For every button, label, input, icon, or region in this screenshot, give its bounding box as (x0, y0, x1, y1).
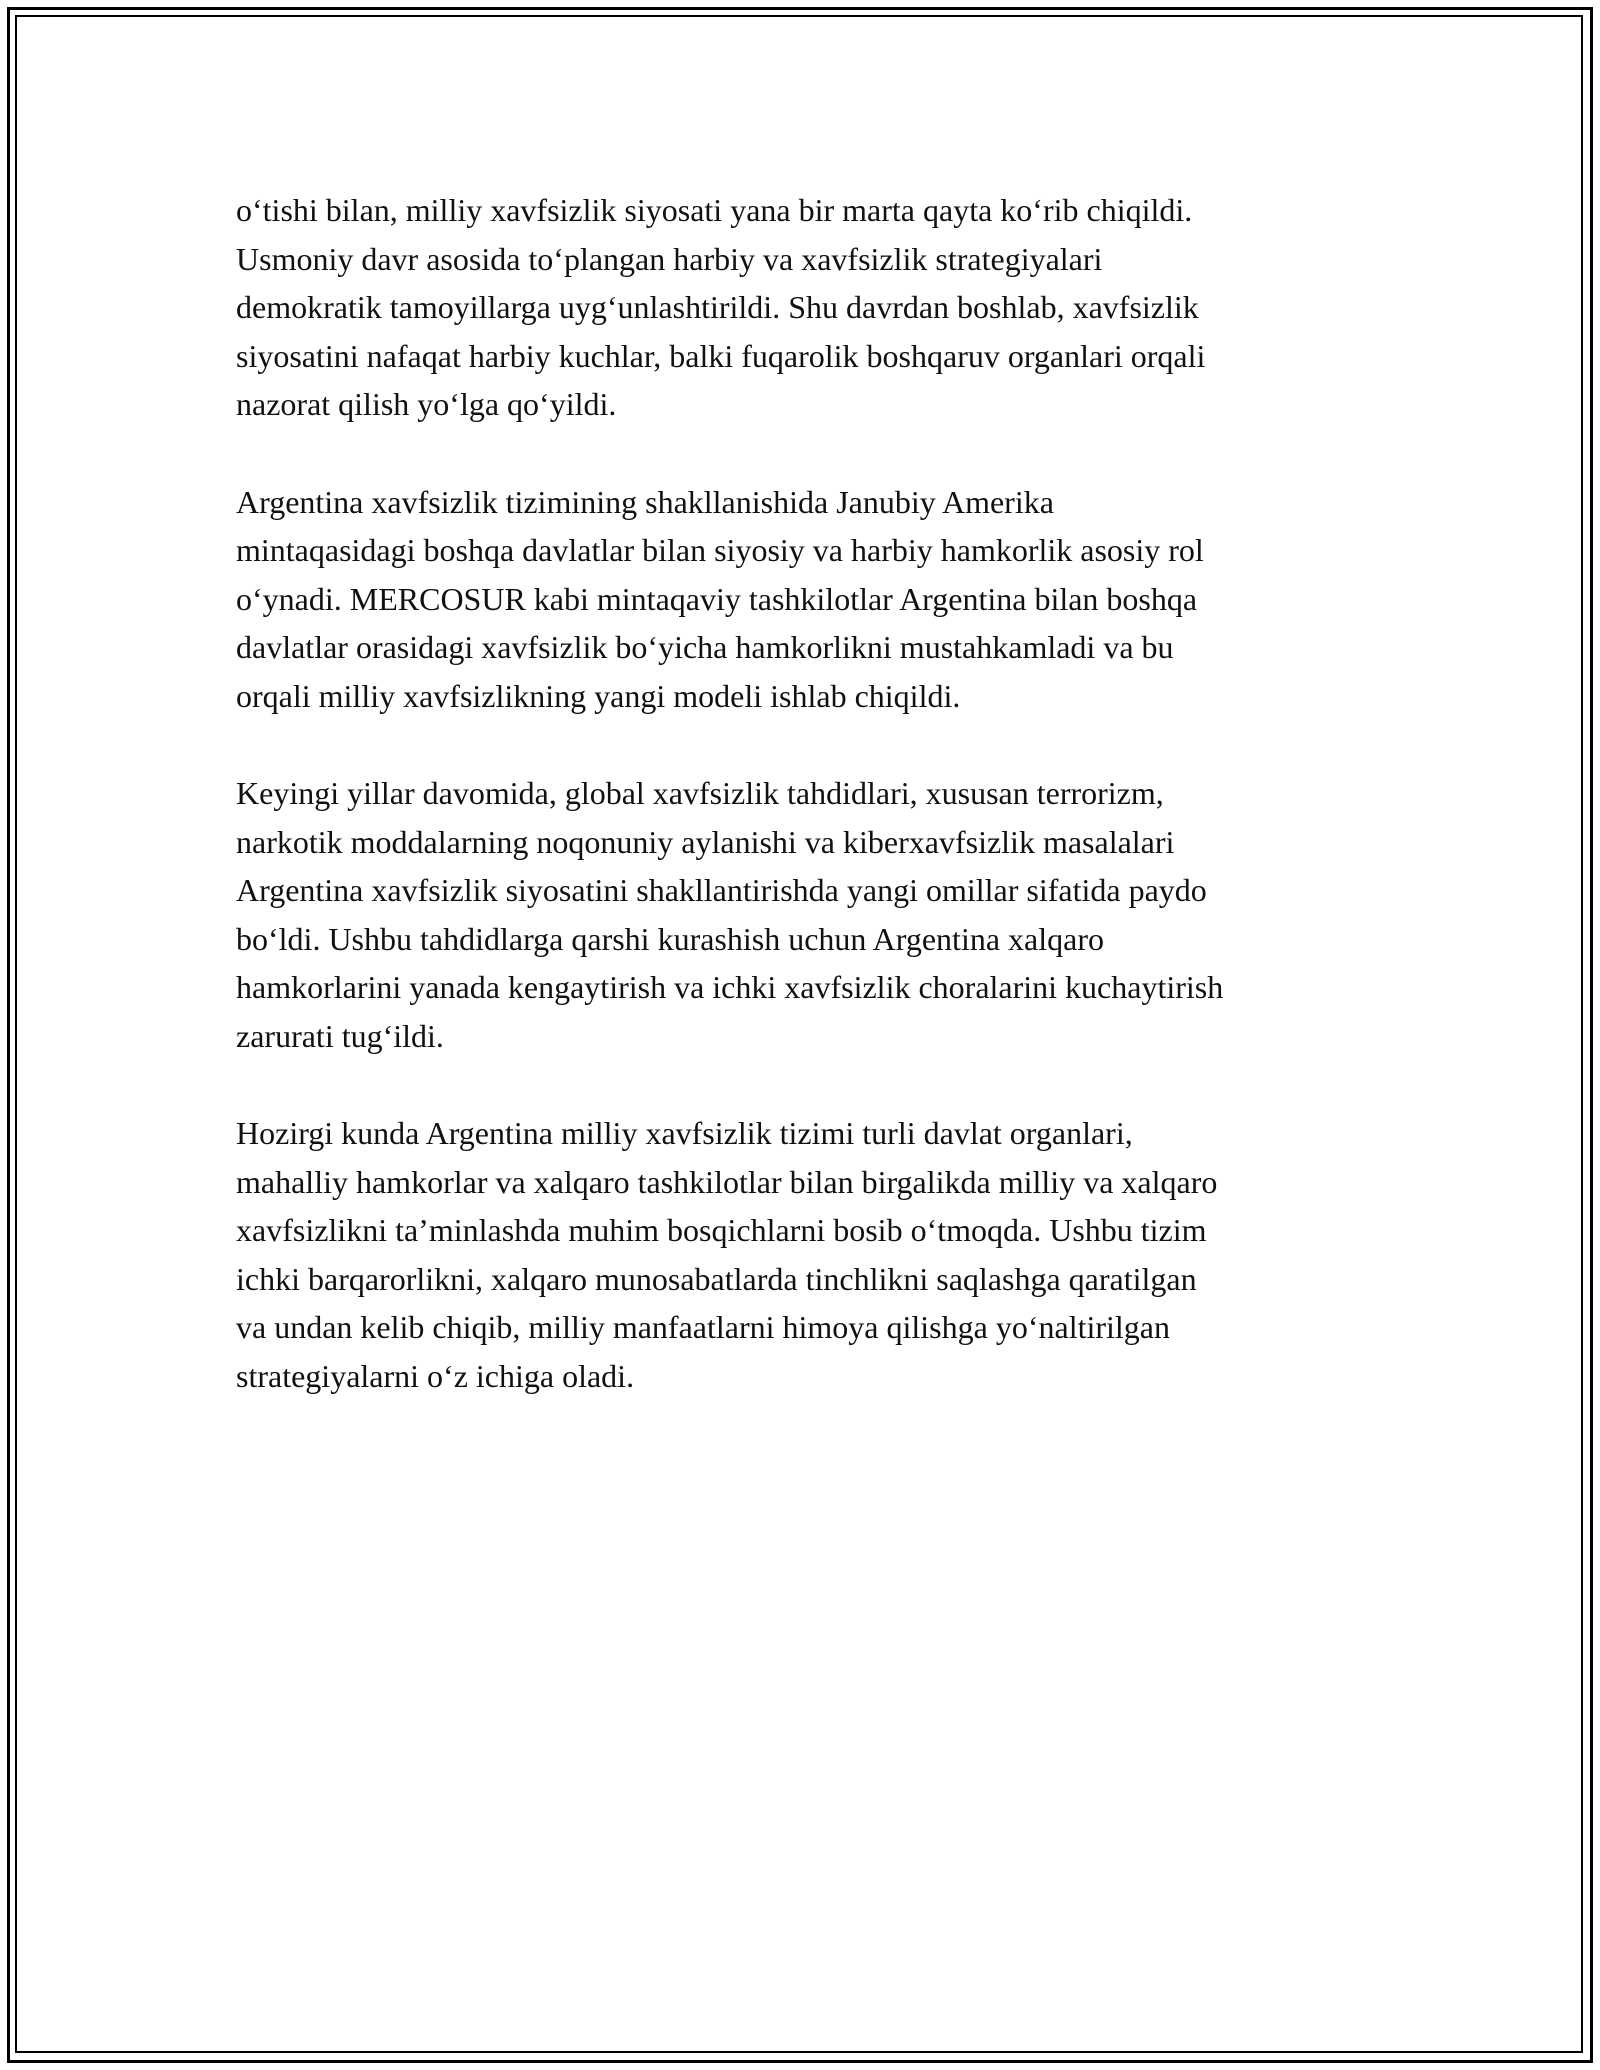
paragraph-1: o‘tishi bilan, milliy xavfsizlik siyosati yana bir marta qayta ko‘rib chiqildi. Usmoniy davr asosida to‘plangan harbiy va xavfsizlik strategiyalari demokratik tamoyillarga uyg‘unlashtirildi. Shu davrdan boshlab, xavfsizlik siyosatini nafaqat harbiy kuchlar, balki fuqarolik boshqaruv organlari orqali nazorat qilish yo‘lga qo‘yildi. (236, 192, 1206, 422)
paragraph-2: Argentina xavfsizlik tizimining shakllanishida Janubiy Amerika mintaqasidagi boshqa davlatlar bilan siyosiy va harbiy hamkorlik asosiy rol o‘ynadi. MERCOSUR kabi mintaqaviy tashkilotlar Argentina bilan boshqa davlatlar orasidagi xavfsizlik bo‘yicha hamkorlikni mustahkamladi va bu orqali milliy xavfsizlikning yangi modeli ishlab chiqildi. (236, 483, 1204, 714)
paragraph-4: Hozirgi kunda Argentina milliy xavfsizlik tizimi turli davlat organlari, mahalliy hamkorlar va xalqaro tashkilotlar bilan birgalikda milliy va xalqaro xavfsizlikni ta’minlashda muhim bosqichlarni bosib o‘tmoqda. Ushbu tizim ichki barqarorlikni, xalqaro munosabatlarda tinchlikni saqlashga qaratilgan va undan kelib chiqib, milliy manfaatlarni himoya qilishga yo‘naltirilgan strategiyalarni o‘z ichiga oladi. (236, 1115, 1218, 1394)
paragraph-3: Keyingi yillar davomida, global xavfsizlik tahdidlari, xususan terrorizm, narkotik moddalarning noqonuniy aylanishi va kiberxavfsizlik masalalari Argentina xavfsizlik siyosatini shakllantirishda yangi omillar sifatida paydo bo‘ldi. Ushbu tahdidlarga qarshi kurashish uchun Argentina xalqaro hamkorlarini yanada kengaytirish va ichki xavfsizlik choralarini kuchaytirish zarurati tug‘ildi. (236, 775, 1224, 1054)
document-body (236, 186, 1376, 1449)
